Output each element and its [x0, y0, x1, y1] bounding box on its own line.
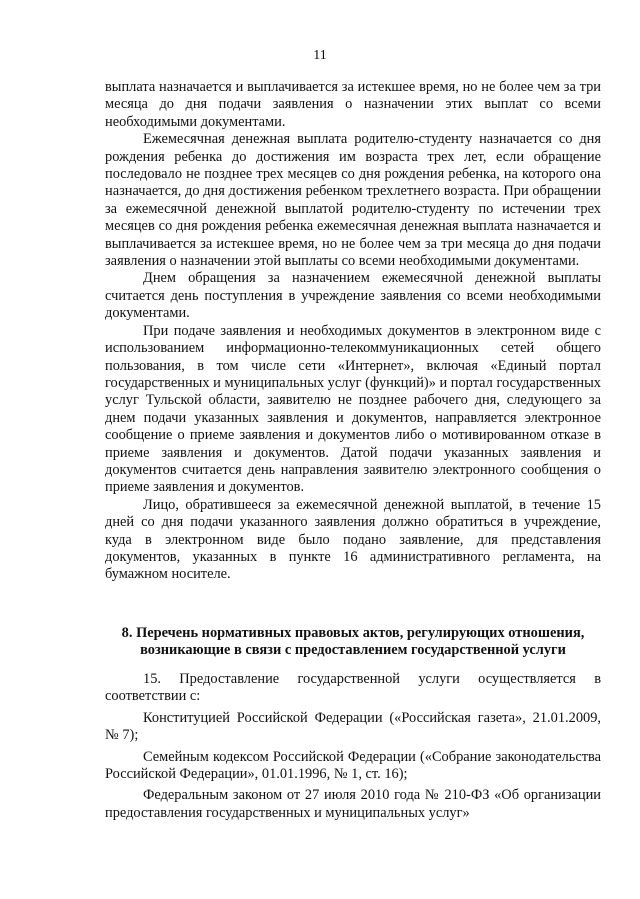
paragraph-paper-documents: Лицо, обратившееся за ежемесячной денежной выплатой, в течение 15 дней со дня подачи указанного заявления должно обратиться в учреждение, куда в электронном виде было подано заявление, для представления документов, указанных в пункте 16 административного регламента, на бумажном носителе. [105, 496, 601, 583]
paragraph-electronic-submission: При подаче заявления и необходимых документов в электронном виде с использованием информационно-телекоммуникационных сетей общего пользования, в том числе сети «Интернет», включая «Единый портал государственных и муниципальных услуг (функций)» и портал государственных услуг Тульской области, заявителю не позднее рабочего дня, следующего за днем подачи указанных заявления и документов, направляется электронное сообщение о приеме заявления и документов либо о мотивированном отказе в приеме заявления и документов. Датой подачи указанных заявления и документов считается день направления заявителю электронного сообщения о приеме заявления и документов. [105, 322, 601, 496]
list-item: Федеральным законом от 27 июля 2010 года № 210-ФЗ «Об организации предоставления государственных и муниципальных услуг» [105, 787, 601, 821]
paragraph-student-parent-payment: Ежемесячная денежная выплата родителю-студенту назначается со дня рождения ребенка до достижения им возраста трех лет, если обращение последовало не позднее трех месяцев со дня рождения ребенка, на которого она назначается, до дня достижения ребенком трехлетнего возраста. При обращении за ежемесячной денежной выплатой родителю-студенту по истечении трех месяцев со дня рождения ребенка ежемесячная денежная выплата назначается и выплачивается за истекшее время, но не более чем за три месяца до дня подачи заявления о назначении этой выплаты со всеми необходимыми документами. [105, 131, 601, 270]
list-item: Семейным кодексом Российской Федерации («Собрание законодательства Российской Федерации», 01.01.1996, № 1, ст. 16); [105, 748, 601, 783]
legal-acts-list [105, 671, 601, 826]
page-number: 11 [313, 48, 327, 63]
section-heading-line-2: возникающие в связи с предоставлением государственной услуги [140, 642, 566, 659]
list-item: Конституцией Российской Федерации («Российская газета», 21.01.2009, № 7); [105, 709, 601, 744]
section-heading-line-1: 8. Перечень нормативных правовых актов, регулирующих отношения, [121, 625, 585, 641]
body-text [105, 79, 601, 584]
paragraph-application-day: Днем обращения за назначением ежемесячной денежной выплаты считается день поступления в учреждение заявления со всеми необходимыми документами. [105, 270, 601, 322]
section-heading [105, 625, 601, 660]
list-item: 15. Предоставление государственной услуги осуществляется в соответствии с: [105, 671, 601, 705]
paragraph-continuation: выплата назначается и выплачивается за истекшее время, но не более чем за три месяца до дня подачи заявления о назначении этих выплат со всеми необходимыми документами. [105, 79, 601, 130]
